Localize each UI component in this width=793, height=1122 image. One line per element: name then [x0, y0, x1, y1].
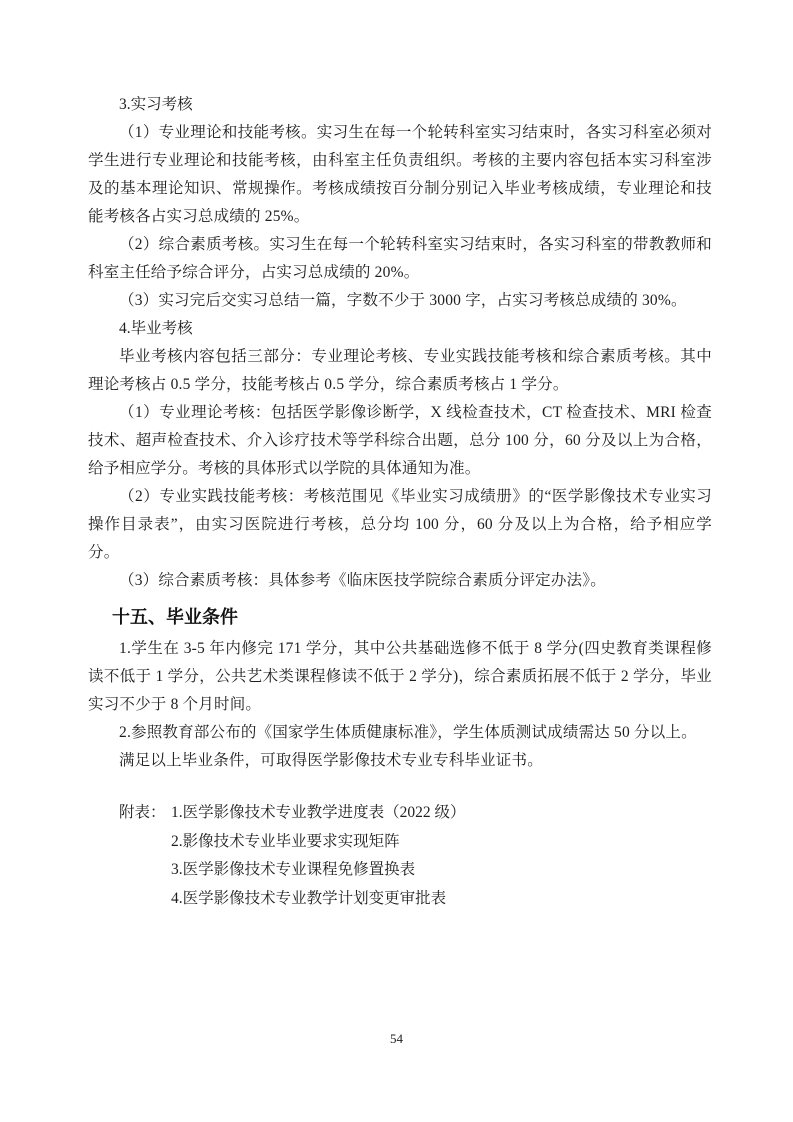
appendix-spacer [119, 856, 171, 885]
appendix-item-2: 2.影像技术专业毕业要求实现矩阵 [171, 832, 400, 850]
graduation-exam-intro: 毕业考核内容包括三部分：专业理论考核、专业实践技能考核和综合素质考核。其中理论考核占 0.5 学分，技能考核占 0.5 学分，综合素质考核占 1 学分。 [88, 348, 712, 393]
appendix-row [119, 856, 712, 885]
page-content [88, 91, 712, 913]
appendix-spacer [119, 828, 171, 857]
graduation-exam-item-3: （3）综合素质考核：具体参考《临床医技学院综合素质分评定办法》。 [119, 572, 606, 589]
graduation-conditions-item-2: 2.参照教育部公布的《国家学生体质健康标准》，学生体质测试成绩需达 50 分以上。 [119, 724, 697, 741]
appendix-item-1: 1.医学影像技术专业教学进度表（2022 级） [171, 804, 466, 821]
graduation-conditions-item-1: 1.学生在 3-5 年内修完 171 学分，其中公共基础选修不低于 8 学分(四史教育类课程修读不低于 1 学分，公共艺术类课程修读不低于 2 学分)，综合素质拓展不低于 2 学分，毕业实习不少于 8 个月时间。 [88, 640, 712, 713]
graduation-conditions-item-3: 满足以上毕业条件，可取得医学影像技术专业专科毕业证书。 [119, 752, 543, 769]
graduation-exam-item-1: （1）专业理论考核：包括医学影像诊断学，X 线检查技术，CT 检查技术、MRI 检查技术、超声检查技术、介入诊疗技术等学科综合出题，总分 100 分，60 分及以上为合格，给予相应学分。考核的具体形式以学院的具体通知为准。 [88, 404, 712, 477]
appendix-label: 附表： [119, 804, 166, 821]
internship-assessment-item-2: （2）综合素质考核。实习生在每一个轮转科室实习结束时，各实习科室的带教教师和科室主任给予综合评分，占实习总成绩的 20%。 [88, 236, 712, 281]
page-number: 54 [390, 1031, 403, 1046]
graduation-exam-title: 4.毕业考核 [119, 320, 193, 337]
appendix-row [119, 828, 712, 857]
internship-assessment-title: 3.实习考核 [119, 96, 193, 113]
appendix-item-3: 3.医学影像技术专业课程免修置换表 [171, 861, 416, 878]
graduation-conditions-heading: 十五、毕业条件 [112, 607, 238, 627]
appendix-row [119, 885, 712, 914]
appendix-list [119, 799, 712, 913]
internship-assessment-item-1: （1）专业理论和技能考核。实习生在每一个轮转科室实习结束时，各实习科室必须对学生进行专业理论和技能考核，由科室主任负责组织。考核的主要内容包括本实习科室涉及的基本理论知识、常规操作。考核成绩按百分制分别记入毕业考核成绩，专业理论和技能考核各占实习总成绩的 25%。 [88, 124, 712, 225]
internship-assessment-item-3: （3）实习完后交实习总结一篇，字数不少于 3000 字，占实习考核总成绩的 30%。 [119, 292, 687, 309]
appendix-item-4: 4.医学影像技术专业教学计划变更审批表 [171, 889, 447, 907]
appendix-spacer [119, 885, 171, 914]
graduation-exam-item-2: （2）专业实践技能考核：考核范围见《毕业实习成绩册》的“医学影像技术专业实习操作目录表”，由实习医院进行考核，总分均 100 分，60 分及以上为合格，给予相应学分。 [88, 488, 712, 561]
appendix-row [119, 799, 712, 828]
